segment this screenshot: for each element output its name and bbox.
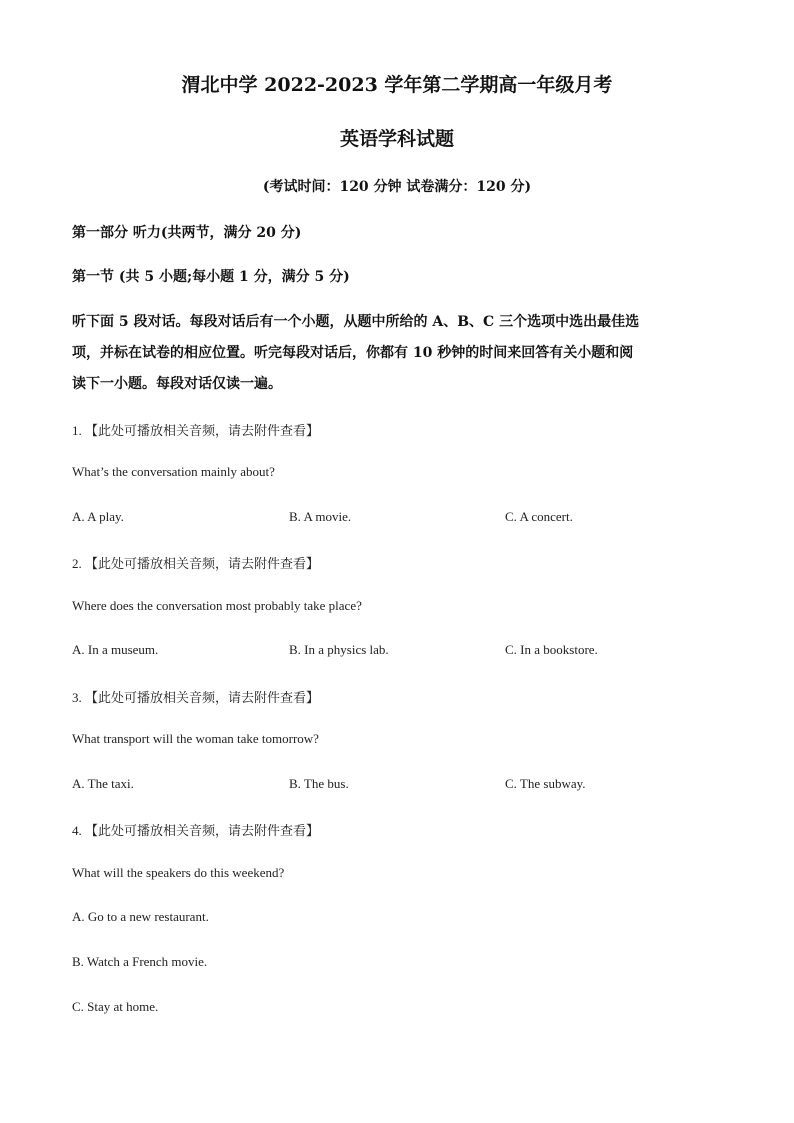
question-1-option-b: B. A movie.	[289, 509, 352, 524]
question-4-option-b: B. Watch a French movie.	[72, 954, 208, 969]
page-title: 渭北中学 2022-2023 学年第二学期高一年级月考	[181, 74, 613, 96]
question-2-audio-note: 2. 【此处可播放相关音频，请去附件查看】	[72, 556, 320, 571]
question-4-text: What will the speakers do this weekend?	[72, 865, 285, 880]
question-2-option-b: B. In a physics lab.	[289, 642, 389, 657]
question-2-option-c: C. In a bookstore.	[505, 642, 598, 657]
question-3-audio-note: 3. 【此处可播放相关音频，请去附件查看】	[72, 690, 320, 705]
question-3-option-b: B. The bus.	[289, 776, 349, 791]
question-4-option-c: C. Stay at home.	[72, 999, 159, 1014]
exam-info: (考试时间：120 分钟 试卷满分：120 分)	[262, 179, 532, 195]
question-1-audio-note: 1. 【此处可播放相关音频，请去附件查看】	[72, 423, 320, 438]
question-4-audio-note: 4. 【此处可播放相关音频，请去附件查看】	[72, 823, 320, 838]
page-subtitle: 英语学科试题	[339, 128, 454, 150]
question-3-option-a: A. The taxi.	[72, 776, 134, 791]
question-2-text: Where does the conversation most probably take place?	[72, 598, 362, 613]
instructions-line-1: 听下面 5 段对话。每段对话后有一个小题，从题中所给的 A、B、C 三个选项中选出最佳选	[72, 314, 640, 330]
question-3-option-c: C. The subway.	[505, 776, 586, 791]
question-4-option-a: A. Go to a new restaurant.	[72, 909, 209, 924]
part1-heading: 第一部分 听力(共两节，满分 20 分)	[72, 225, 302, 241]
question-1-option-a: A. A play.	[72, 509, 124, 524]
question-3-text: What transport will the woman take tomorrow?	[72, 731, 319, 746]
question-1-text: What’s the conversation mainly about?	[72, 464, 275, 479]
question-2-option-a: A. In a museum.	[72, 642, 159, 657]
instructions-line-2: 项，并标在试卷的相应位置。听完每段对话后，你都有 10 秒钟的时间来回答有关小题和阅	[72, 345, 634, 361]
instructions-line-3: 读下一小题。每段对话仅读一遍。	[72, 376, 282, 392]
question-1-option-c: C. A concert.	[505, 509, 573, 524]
section1-heading: 第一节 (共 5 小题;每小题 1 分，满分 5 分)	[72, 269, 350, 285]
